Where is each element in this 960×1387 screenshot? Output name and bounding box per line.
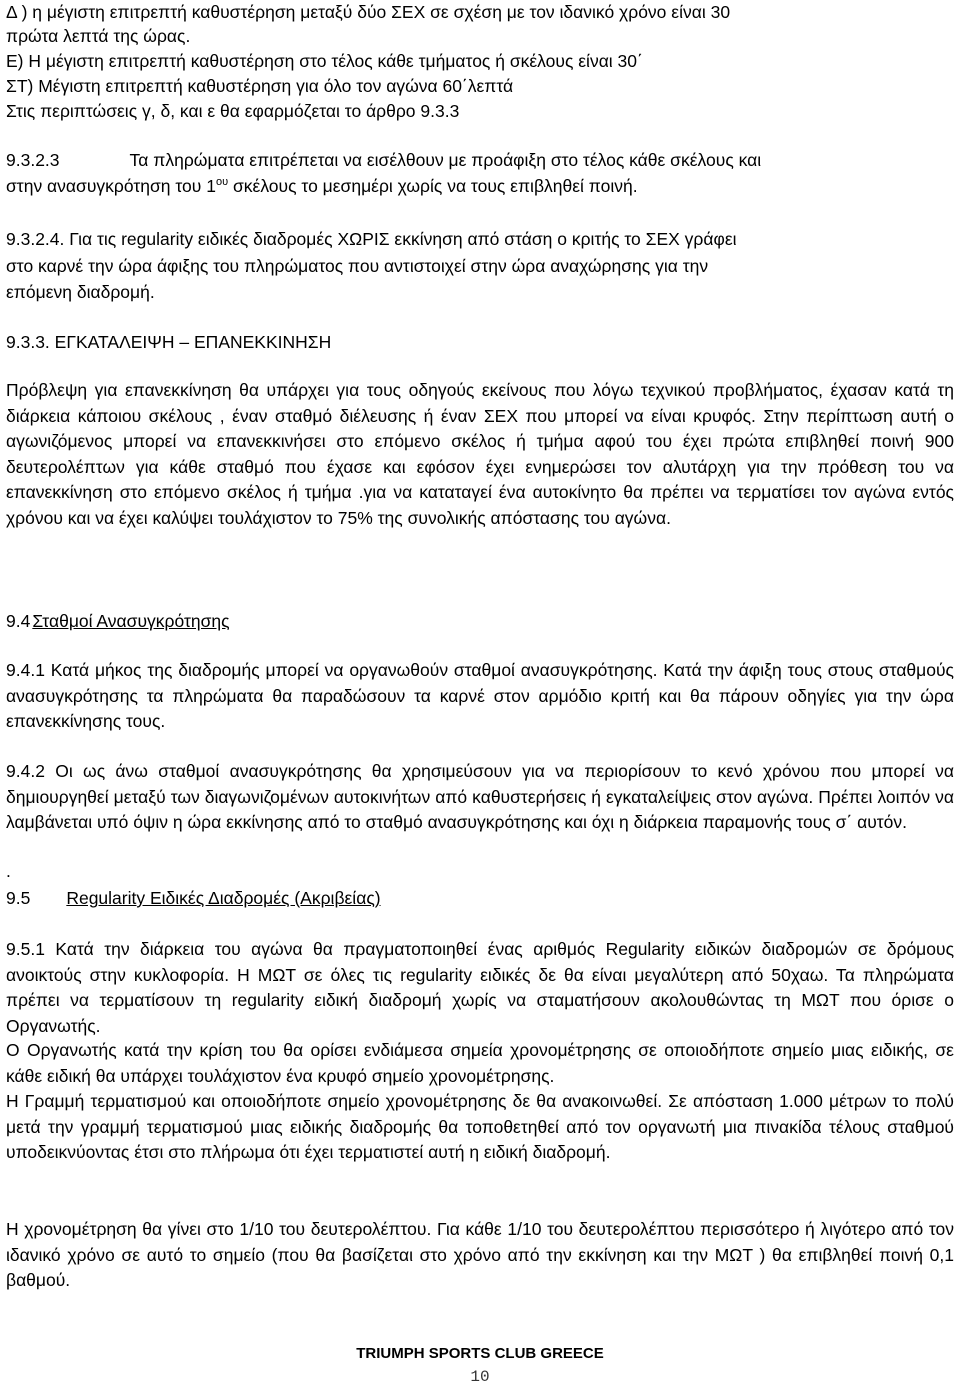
rule-line-st: ΣΤ) Μέγιστη επιτρεπτή καθυστέρηση για όλο τον αγώνα 60΄λεπτά xyxy=(6,76,514,96)
section-9-5-paragraph-3: Η Γραμμή τερματισμού και οποιοδήποτε σημείο χρονομέτρησης δε θα ανακοινωθεί. Σε απόσταση 1.000 μέτρων το πολύ μετά την γραμμή τερματισμού μιας ειδικής διαδρομής θα τοποθετηθεί από τον οργανωτή μια πινακίδα τέλους σταθμού υποδεικνύοντας έτσι στο πλήρωμα ότι έχει τερματιστεί αυτή η ειδική διαδρομή. xyxy=(6,1091,954,1162)
section-title: Σταθμοί Ανασυγκρότησης xyxy=(32,611,230,631)
section-9-3-2-4-line3: επόμενη διαδρομή. xyxy=(6,282,155,302)
section-9-3-2-3-line2: στην ανασυγκρότηση του $1^{o\upsilon}$ σκέλους το μεσημέρι χωρίς να τους επιβληθεί ποινή. xyxy=(6,176,638,196)
rule-line-epsilon: Ε) Η μέγιστη επιτρεπτή καθυστέρηση στο τέλος κάθε τμήματος ή σκέλους είναι 30΄ xyxy=(6,51,643,71)
ordinal-suffix: ου xyxy=(215,176,229,188)
footer-club-name: TRIUMPH SPORTS CLUB GREECE xyxy=(356,1345,604,1362)
page-number: 10 xyxy=(470,1368,490,1386)
rule-line-cases: Στις περιπτώσεις γ, δ, και ε θα εφαρμόζεται το άρθρο 9.3.3 xyxy=(6,101,460,121)
stray-dot: . xyxy=(6,861,11,881)
section-text: Τα πληρώματα επιτρέπεται να εισέλθουν με προάφιξη στο τέλος κάθε σκέλους και xyxy=(129,150,762,170)
section-9-3-2-3-line1 xyxy=(6,148,761,172)
section-9-4-2-paragraph: 9.4.2 Οι ως άνω σταθμοί ανασυγκρότησης θα χρησιμεύσουν για να περιορίσουν το κενό χρόνου που μπορεί να δημιουργηθεί μεταξύ των διαγωνιζομένων αυτοκινήτων από καθυστερήσεις ή εγκαταλείψεις στον αγώνα. Πρέπει λοιπόν να λαμβάνεται υπό όψιν η ώρα εκκίνησης από το σταθμό ανασυγκρότησης και όχι η διάρκεια παραμονής τους σ΄ αυτόν. xyxy=(6,761,954,832)
section-9-5-1-paragraph: 9.5.1 Κατά την διάρκεια του αγώνα θα πραγματοποιηθεί ένας αριθμός Regularity ειδικών διαδρομών σε δρόμους ανοικτούς στην κυκλοφορία. Η ΜΩΤ σε όλες τις regularity ειδικές δε θα είναι μεγαλύτερη από 50χαω. Τα πληρώματα πρέπει να τερματίσουν τη regularity ειδική διαδρομή χωρίς να σταματήσουν ακολουθώντας τη ΜΩΤ που όρισε ο Οργανωτής. xyxy=(6,939,954,1036)
section-number: 9.5 xyxy=(6,888,31,908)
section-9-3-3-heading: 9.3.3. ΕΓΚΑΤΑΛΕΙΨΗ – ΕΠΑΝΕΚΚΙΝΗΣΗ xyxy=(6,332,332,352)
section-9-3-3-paragraph: Πρόβλεψη για επανεκκίνηση θα υπάρχει για τους οδηγούς εκείνους που λόγω τεχνικού προβλήματος, έχασαν κατά τη διάρκεια κάποιου σκέλους , έναν σταθμό διέλευσης ή έναν ΣΕΧ που μπορεί να είναι κρυφός. Στην περίπτωση αυτή ο αγωνιζόμενος μπορεί να επανεκκινήσει στο επόμενο σκέλος ή τμήμα αφού του έχει πρώτα επιβληθεί ποινή 900 δευτερολέπτων για κάθε σταθμό που έχασε και εφόσον έχει ενημερώσει τον αλυτάρχη για την πρόθεση του να επανεκκίνηση στο επόμενο σκέλος ή τμήμα .για να καταταγεί ένα αυτοκίνητο θα πρέπει να τερματίσει τον αγώνα εντός χρόνου και να έχει καλύψει τουλάχιστον το 75% της συνολικής απόστασης του αγώνα. xyxy=(6,380,954,528)
section-number: 9.3.2.3 xyxy=(6,150,60,170)
section-9-5-heading xyxy=(6,886,381,910)
rule-line-delta: Δ ) η μέγιστη επιτρεπτή καθυστέρηση μεταξύ δύο ΣΕΧ σε σχέση με τον ιδανικό χρόνο είναι 30 xyxy=(6,2,731,22)
section-title: Regularity Ειδικές Διαδρομές (Ακριβείας) xyxy=(66,888,381,908)
section-9-5-paragraph-4: Η χρονομέτρηση θα γίνει στο 1/10 του δευτερολέπτου. Για κάθε 1/10 του δευτερολέπτου περισσότερο ή λιγότερο από τον ιδανικό χρόνο σε αυτό το σημείο (που θα βασίζεται στο χρόνο από την εκκίνηση και την ΜΩΤ ) θα επιβληθεί ποινή 0,1 βαθμού. xyxy=(6,1219,954,1290)
section-9-3-2-4-line1: 9.3.2.4. Για τις regularity ειδικές διαδρομές ΧΩΡΙΣ εκκίνηση από στάση ο κριτής το ΣΕΧ γράφει xyxy=(6,229,737,249)
section-9-4-heading xyxy=(6,609,230,633)
section-number: 9.4 xyxy=(6,611,31,631)
section-9-4-1-paragraph: 9.4.1 Κατά μήκος της διαδρομής μπορεί να οργανωθούν σταθμοί ανασυγκρότησης. Κατά την άφιξη τους στους σταθμούς ανασυγκρότησης τα πληρώματα θα παραδώσουν τα καρνέ στον αρμόδιο κριτή και θα πάρουν οδηγίες για την ώρα επανεκκίνησης τους. xyxy=(6,660,954,731)
section-9-3-2-4-line2: στο καρνέ την ώρα άφιξης του πληρώματος που αντιστοιχεί στην ώρα αναχώρησης για την xyxy=(6,256,709,276)
rule-line-delta-cont: πρώτα λεπτά της ώρας. xyxy=(6,26,191,46)
section-9-5-paragraph-2: Ο Οργανωτής κατά την κρίση του θα ορίσει ενδιάμεσα σημεία χρονομέτρησης σε οποιοδήποτε σημείο μιας ειδικής, σε κάθε ειδική θα υπάρχει τουλάχιστον ένα κρυφό σημείο χρονομέτρησης. xyxy=(6,1040,954,1086)
